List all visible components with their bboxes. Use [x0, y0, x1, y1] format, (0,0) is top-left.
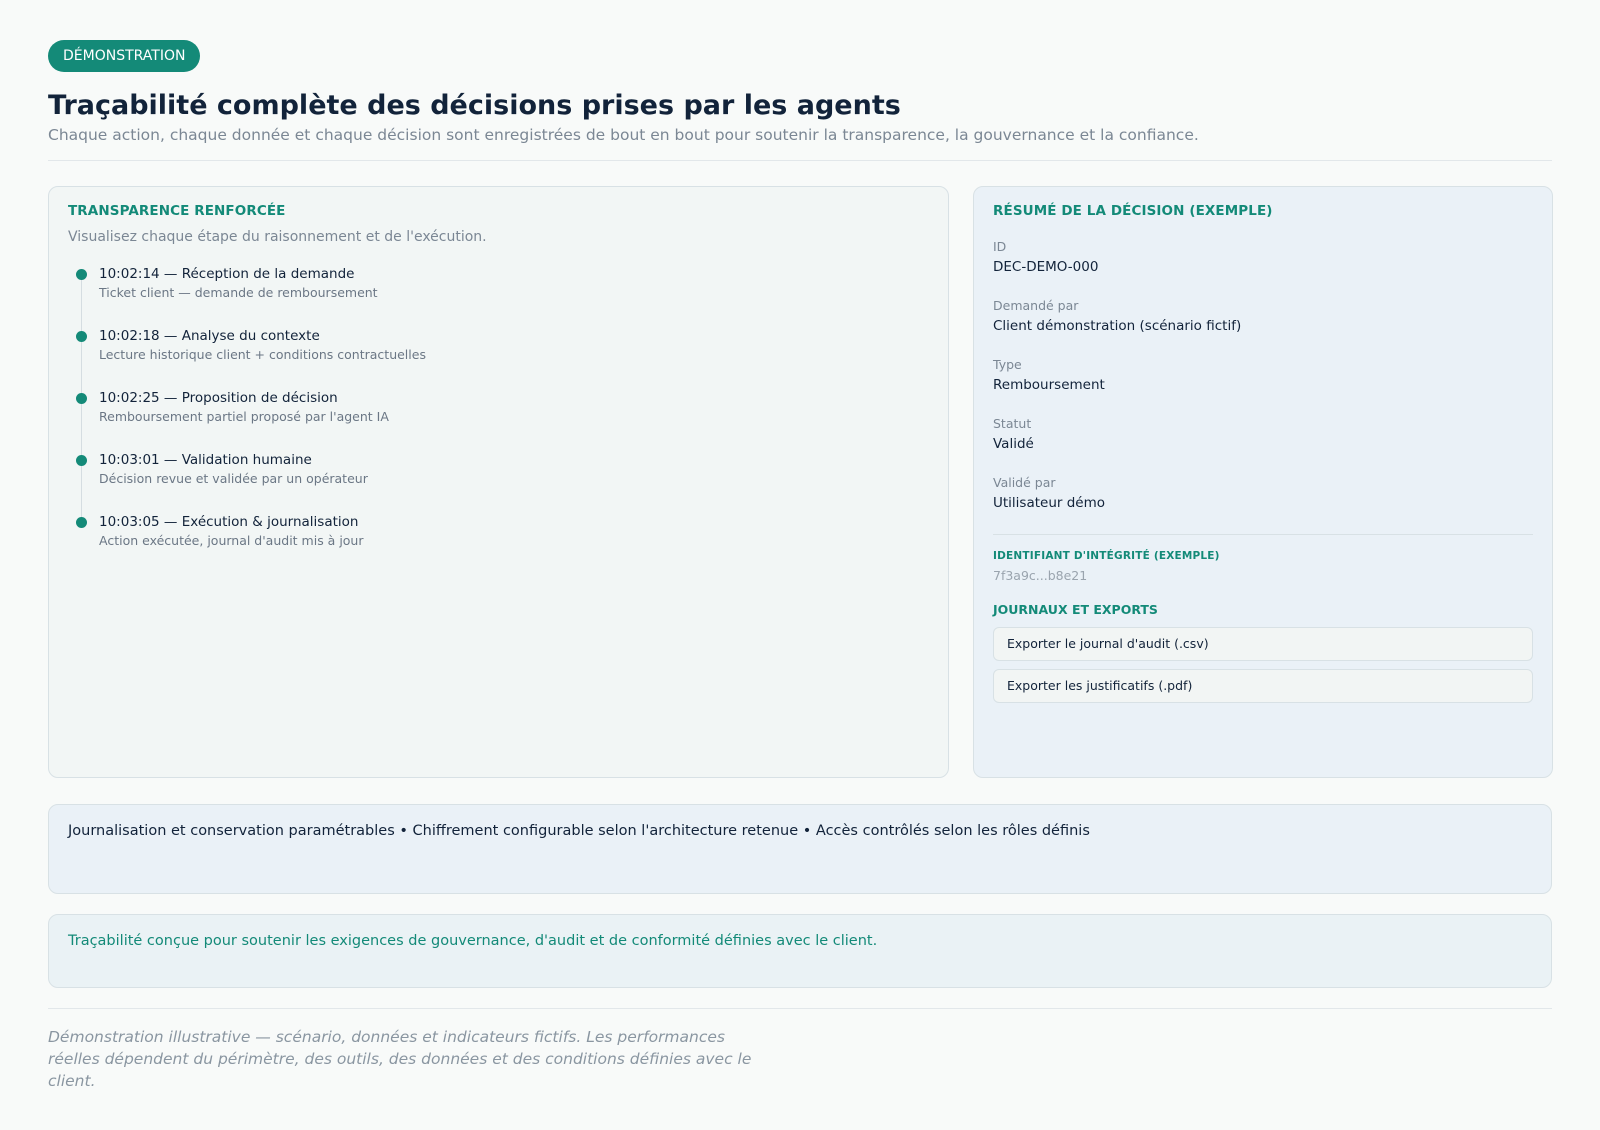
page-title: Traçabilité complète des décisions prises par les agents	[48, 90, 901, 121]
field-value: Client démonstration (scénario fictif)	[993, 318, 1242, 334]
header-divider	[48, 160, 1552, 161]
field-label: Demandé par	[993, 298, 1079, 313]
traceability-banner: Traçabilité conçue pour soutenir les exigences de gouvernance, d'audit et de conformité définies avec le client.	[48, 914, 1552, 988]
exports-title: JOURNAUX ET EXPORTS	[993, 602, 1158, 617]
timeline-item	[81, 513, 929, 575]
timeline-dot-icon	[76, 393, 87, 404]
timeline-item-desc: Remboursement partiel proposé par l'agent IA	[99, 409, 389, 424]
export-audit-csv-button[interactable]: Exporter le journal d'audit (.csv)	[993, 627, 1533, 661]
field-requested-by	[993, 298, 1533, 336]
timeline-item-desc: Action exécutée, journal d'audit mis à jour	[99, 533, 364, 548]
timeline-item	[81, 389, 929, 451]
timeline-item-desc: Décision revue et validée par un opérateur	[99, 471, 368, 486]
timeline-item	[81, 327, 929, 389]
timeline-item-title: 10:02:14 — Réception de la demande	[99, 266, 355, 282]
integrity-hash: 7f3a9c...b8e21	[993, 568, 1088, 583]
timeline-item-title: 10:02:25 — Proposition de décision	[99, 390, 338, 406]
cards-row	[48, 186, 1552, 778]
timeline-item-desc: Ticket client — demande de remboursement	[99, 285, 378, 300]
transparency-subtitle: Visualisez chaque étape du raisonnement et de l'exécution.	[68, 229, 487, 245]
timeline-item	[81, 451, 929, 513]
disclaimer-footnote: Démonstration illustrative — scénario, données et indicateurs fictifs. Les performances réelles dépendent du périmètre, des outils, des données et des conditions définies avec le client.	[48, 1028, 752, 1090]
field-label: Statut	[993, 416, 1032, 431]
timeline-item-title: 10:03:05 — Exécution & journalisation	[99, 514, 359, 530]
transparency-title: TRANSPARENCE RENFORCÉE	[68, 203, 286, 219]
page-subtitle: Chaque action, chaque donnée et chaque décision sont enregistrées de bout en bout pour soutenir la transparence, la gouvernance et la confiance.	[48, 126, 1199, 144]
export-proofs-pdf-button[interactable]: Exporter les justificatifs (.pdf)	[993, 669, 1533, 703]
field-label: Type	[993, 357, 1022, 372]
field-value: Remboursement	[993, 377, 1105, 393]
summary-divider	[993, 534, 1533, 535]
field-label: Validé par	[993, 475, 1056, 490]
decision-summary-card	[973, 186, 1553, 778]
footer-divider	[48, 1008, 1552, 1009]
field-value: DEC-DEMO-000	[993, 259, 1099, 275]
field-value: Utilisateur démo	[993, 495, 1106, 511]
timeline-item-title: 10:03:01 — Validation humaine	[99, 452, 312, 468]
field-value: Validé	[993, 436, 1034, 452]
field-label: ID	[993, 239, 1007, 254]
integrity-title: IDENTIFIANT D'INTÉGRITÉ (EXEMPLE)	[993, 550, 1220, 562]
field-validated-by	[993, 475, 1533, 513]
features-banner: Journalisation et conservation paramétrables • Chiffrement configurable selon l'architecture retenue • Accès contrôlés selon les rôles définis	[48, 804, 1552, 894]
demo-badge: DÉMONSTRATION	[48, 40, 200, 72]
timeline-item-desc: Lecture historique client + conditions contractuelles	[99, 347, 426, 362]
timeline-dot-icon	[76, 331, 87, 342]
field-id	[993, 239, 1533, 277]
timeline-dot-icon	[76, 269, 87, 280]
timeline-dot-icon	[76, 455, 87, 466]
decision-summary-title: RÉSUMÉ DE LA DÉCISION (EXEMPLE)	[993, 203, 1273, 219]
timeline-item-title: 10:02:18 — Analyse du contexte	[99, 328, 320, 344]
timeline	[81, 265, 929, 575]
field-type	[993, 357, 1533, 395]
field-status	[993, 416, 1533, 454]
timeline-item	[81, 265, 929, 327]
transparency-card	[48, 186, 949, 778]
timeline-dot-icon	[76, 517, 87, 528]
